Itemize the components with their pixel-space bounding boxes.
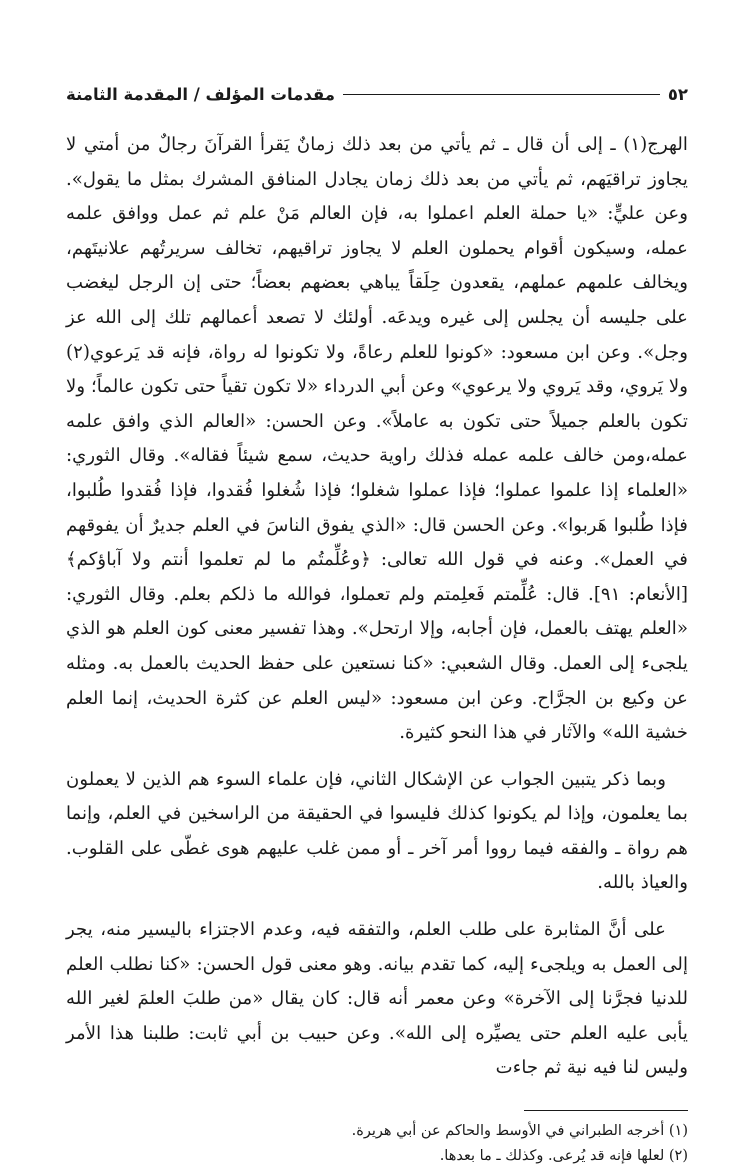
paragraph-3: على أنَّ المثابرة على طلب العلم، والتفقه فيه، وعدم الاجتزاء باليسير منه، يجر إلى العمل به ويلجىء إليه، كما تقدم بيانه. وهو معنى قول الحسن: «كنا نطلب العلم للدنيا فجرَّنا إلى الآخرة» وعن معمر أنه قال: كان يقال «من طلبَ العلمَ لغير الله يأبى عليه العلم حتى يصيِّره إلى الله». وعن حبيب بن أبي ثابت: طلبنا هذا الأمر وليس لنا فيه نية ثم جاءت: [66, 919, 688, 1079]
paragraph-1: الهرج(١) ـ إلى أن قال ـ ثم يأتي من بعد ذلك زمانٌ يَقرأ القرآنَ رجالٌ من أمتي لا يجاوز تراقيَهم، ثم يأتي من بعد ذلك زمان يجادل المنافق المشرك بمثل ما يقول». وعن عليٍّ: «يا حملة العلم اعملوا به، فإن العالم مَنْ علم ثم عمل ووافق علمه عمله، وسيكون أقوام يحملون العلم لا يجاوز تراقيهم، تخالف سريرتُهم علانيتَهم، ويخالف علمهم عملهم، يقعدون حِلَقاً يباهي بعضهم بعضاً؛ حتى إن الرجل ليغضب على جليسه أن يجلس إلى غيره ويدعَه. أولئك لا تصعد أعمالهم تلك إلى الله عز وجل». وعن ابن مسعود: «كونوا للعلم رعاةً، ولا تكونوا له رواة، فإنه قد يَرعوي(٢) ولا يَروي، وقد يَروي ولا يرعوي» وعن أبي الدرداء «لا تكون تقياً حتى تكون عالماً؛ ولا تكون بالعلم جميلاً حتى تكون به عاملاً». وعن الحسن: «العالم الذي وافق علمه عمله،ومن خالف علمه عمله فذلك راوية حديث، سمع شيئاً فقاله». وقال الثوري: «العلماء إذا علموا عملوا؛ فإذا عملوا شغلوا؛ فإذا شُغلوا فُقدوا، فإذا فُقدوا طُلبوا، فإذا طُلبوا هَربوا». وعن الحسن قال: «الذي يفوق الناسَ في العلم جديرٌ أن يفوقهم في العمل». وعنه في قول الله تعالى: ﴿وعُلِّمتُم ما لم تعلموا أنتم ولا آباؤكم﴾ [الأنعام: ٩١]. قال: عُلِّمتم فَعلِمتم ولم تعملوا، فوالله ما ذلكم بعلم. وقال الثوري: «العلم يهتف بالعمل، فإن أجابه، وإلا ارتحل». وهذا تفسير معنى كون العلم هو الذي يلجىء إلى العمل. وقال الشعبي: «كنا نستعين على حفظ الحديث بالعمل به. ومثله عن وكيع بن الجرَّاح. وعن ابن مسعود: «ليس العلم عن كثرة الحديث، إنما العلم خشية الله» والآثار في هذا النحو كثيرة.: [66, 134, 688, 744]
paragraph-gap: [66, 751, 688, 763]
paragraph-gap: [66, 901, 688, 913]
footnote-1: (١) أخرجه الطبراني في الأوسط والحاكم عن أبي هريرة.: [351, 1123, 688, 1140]
document-page: [66, 78, 688, 1169]
header-rule: [343, 94, 660, 95]
footnote-2: (٢) لعلها فإنه قد يُرعى. وكذلك ـ ما بعدها.: [439, 1148, 688, 1165]
running-title: مقدمات المؤلف / المقدمة الثامنة: [66, 84, 336, 104]
running-header: [66, 78, 688, 110]
body-text: [66, 128, 688, 1086]
footnote-separator: [524, 1110, 688, 1111]
page-number: ٥٢: [667, 84, 688, 104]
footnotes: [66, 1119, 688, 1169]
paragraph-2: وبما ذكر يتبين الجواب عن الإشكال الثاني، فإن علماء السوء هم الذين لا يعملون بما يعلمون، وإذا لم يكونوا كذلك فليسوا في الحقيقة من الراسخين في العلم، وإنما هم رواة ـ والفقه فيما رووا أمر آخر ـ أو ممن غلب عليهم هوى غطّى على القلوب. والعياذ بالله.: [66, 768, 688, 894]
